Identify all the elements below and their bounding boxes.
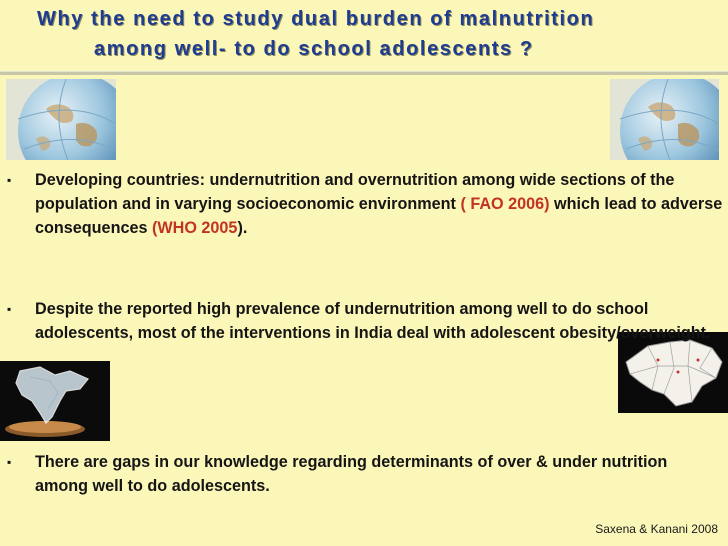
slide-title-line-2: among well- to do school adolescents ?: [94, 38, 534, 60]
slide-credit: Saxena & Kanani 2008: [595, 522, 718, 536]
bullet-marker: ▪: [7, 173, 12, 187]
bullet-text: Despite the reported high prevalence of undernutrition among well to do school adolescents, most of the interventions in India deal with adolescent obesity/overweight.: [35, 300, 711, 342]
citation-who: (WHO 2005: [151, 219, 238, 237]
title-divider: [0, 71, 728, 75]
bullet-text: There are gaps in our knowledge regarding determinants of over & under nutrition among well to do adolescents.: [35, 453, 668, 495]
bullet-marker: ▪: [7, 455, 12, 469]
slide-title: [0, 4, 728, 64]
slide-title-line-1: Why the need to study dual burden of malnutrition: [37, 8, 595, 30]
india-glass-map-image: [0, 361, 110, 441]
bullet-marker: ▪: [7, 302, 12, 316]
globe-right-image: [610, 79, 719, 160]
citation-fao: ( FAO 2006): [460, 195, 550, 213]
globe-left-image: [6, 79, 116, 160]
bullet-text: Developing countries: undernutrition and overnutrition among wide sections of the population and in varying socioeconomic environment ( FAO 2006) which lead to adverse consequences (WHO 2005).: [35, 171, 723, 237]
